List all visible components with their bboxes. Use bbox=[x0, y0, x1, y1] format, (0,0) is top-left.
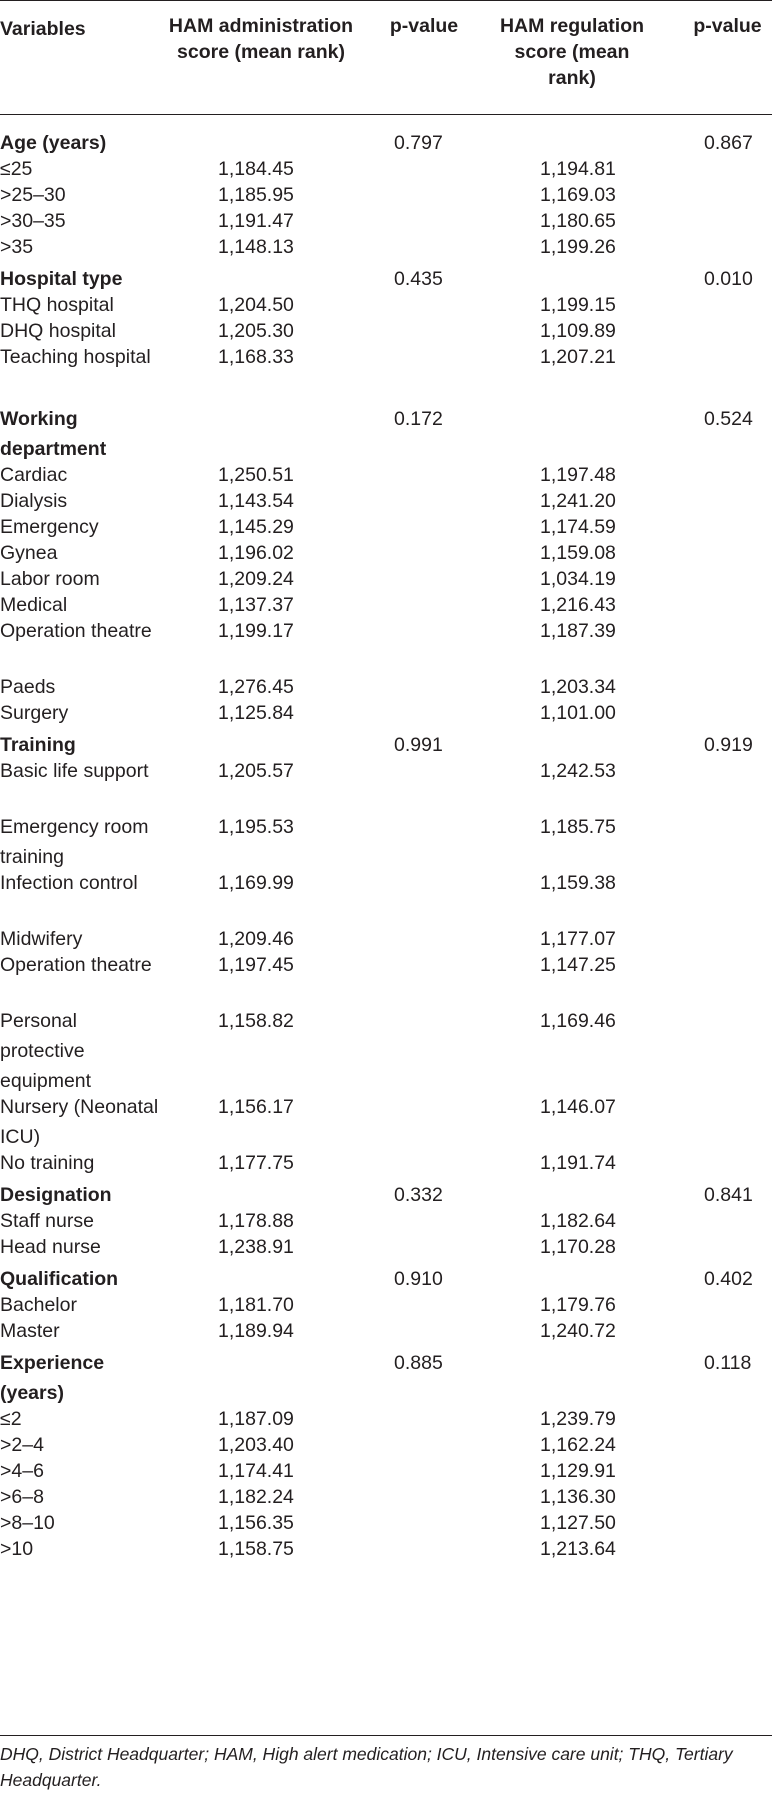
ham-admin-cell: 1,181.70 bbox=[218, 1294, 294, 1316]
variable-cell: Cardiac bbox=[0, 464, 68, 486]
ham-regulation-cell: 1,199.15 bbox=[540, 294, 616, 316]
table-row bbox=[0, 868, 772, 928]
ham-regulation-cell: 1,162.24 bbox=[540, 1434, 616, 1456]
variable-cell: Qualification bbox=[0, 1268, 119, 1290]
variable-cell: Master bbox=[0, 1320, 60, 1342]
ham-regulation-cell: 1,159.38 bbox=[540, 872, 616, 894]
ham-admin-cell: 1,156.17 bbox=[218, 1096, 294, 1118]
ham-admin-cell: 1,209.46 bbox=[218, 928, 294, 950]
ham-regulation-cell: 1,169.03 bbox=[540, 184, 616, 206]
variable-cell: >30–35 bbox=[0, 210, 66, 232]
p-value-admin-cell: 0.332 bbox=[394, 1184, 443, 1206]
table-row bbox=[0, 1006, 772, 1096]
table-row bbox=[0, 1092, 772, 1152]
p-value-reg-cell: 0.919 bbox=[704, 734, 753, 756]
variable-cell: Training bbox=[0, 734, 76, 756]
ham-regulation-cell: 1,197.48 bbox=[540, 464, 616, 486]
ham-admin-cell: 1,204.50 bbox=[218, 294, 294, 316]
variable-cell: Teaching hospital bbox=[0, 346, 151, 368]
p-value-admin-cell: 0.435 bbox=[394, 268, 443, 290]
ham-admin-cell: 1,238.91 bbox=[218, 1236, 294, 1258]
variable-cell: No training bbox=[0, 1152, 95, 1174]
ham-admin-cell: 1,158.75 bbox=[218, 1538, 294, 1560]
table-row bbox=[0, 1534, 772, 1564]
ham-regulation-cell: 1,034.19 bbox=[540, 568, 616, 590]
ham-regulation-cell: 1,179.76 bbox=[540, 1294, 616, 1316]
ham-admin-cell: 1,145.29 bbox=[218, 516, 294, 538]
variable-cell: THQ hospital bbox=[0, 294, 114, 316]
ham-admin-cell: 1,168.33 bbox=[218, 346, 294, 368]
variable-cell: Paeds bbox=[0, 676, 56, 698]
variable-cell: Medical bbox=[0, 594, 68, 616]
table-bottom-rule bbox=[0, 1735, 772, 1736]
ham-admin-cell: 1,158.82 bbox=[218, 1010, 294, 1032]
ham-regulation-cell: 1,159.08 bbox=[540, 542, 616, 564]
ham-admin-cell: 1,191.47 bbox=[218, 210, 294, 232]
p-value-reg-cell: 0.867 bbox=[704, 132, 753, 154]
ham-admin-cell: 1,156.35 bbox=[218, 1512, 294, 1534]
variable-cell: >35 bbox=[0, 236, 34, 258]
variable-cell: Hospital type bbox=[0, 268, 123, 290]
ham-admin-cell: 1,177.75 bbox=[218, 1152, 294, 1174]
p-value-admin-cell: 0.991 bbox=[394, 734, 443, 756]
ham-regulation-cell: 1,191.74 bbox=[540, 1152, 616, 1174]
p-value-admin-cell: 0.172 bbox=[394, 408, 443, 430]
p-value-admin-cell: 0.797 bbox=[394, 132, 443, 154]
ham-admin-cell: 1,209.24 bbox=[218, 568, 294, 590]
variable-cell: Basic life support bbox=[0, 760, 149, 782]
variable-cell: Age (years) bbox=[0, 132, 107, 154]
p-value-admin-cell: 0.885 bbox=[394, 1352, 443, 1374]
ham-admin-cell: 1,197.45 bbox=[218, 954, 294, 976]
ham-admin-cell: 1,187.09 bbox=[218, 1408, 294, 1430]
variable-cell: Operation theatre bbox=[0, 620, 152, 642]
ham-admin-cell: 1,169.99 bbox=[218, 872, 294, 894]
ham-admin-cell: 1,174.41 bbox=[218, 1460, 294, 1482]
ham-regulation-cell: 1,127.50 bbox=[540, 1512, 616, 1534]
variable-cell: Personal protective equipment bbox=[0, 1010, 92, 1092]
variable-cell: Staff nurse bbox=[0, 1210, 94, 1232]
ham-regulation-cell: 1,241.20 bbox=[540, 490, 616, 512]
ham-regulation-cell: 1,207.21 bbox=[540, 346, 616, 368]
variable-cell: >2–4 bbox=[0, 1434, 44, 1456]
ham-regulation-cell: 1,185.75 bbox=[540, 816, 616, 838]
ham-regulation-cell: 1,240.72 bbox=[540, 1320, 616, 1342]
variable-cell: Designation bbox=[0, 1184, 112, 1206]
ham-regulation-cell: 1,182.64 bbox=[540, 1210, 616, 1232]
ham-admin-cell: 1,205.57 bbox=[218, 760, 294, 782]
ham-regulation-cell: 1,177.07 bbox=[540, 928, 616, 950]
ham-admin-cell: 1,148.13 bbox=[218, 236, 294, 258]
table-row bbox=[0, 1232, 772, 1262]
header-bottom-rule bbox=[0, 114, 772, 115]
table-row bbox=[0, 950, 772, 1010]
header-p-value-admin: p-value bbox=[389, 15, 459, 37]
ham-admin-cell: 1,185.95 bbox=[218, 184, 294, 206]
ham-regulation-cell: 1,147.25 bbox=[540, 954, 616, 976]
ham-admin-cell: 1,143.54 bbox=[218, 490, 294, 512]
table-group-row bbox=[0, 404, 772, 464]
header-variables: Variables bbox=[0, 18, 86, 40]
variable-cell: Emergency bbox=[0, 516, 99, 538]
ham-admin-cell: 1,250.51 bbox=[218, 464, 294, 486]
ham-admin-cell: 1,276.45 bbox=[218, 676, 294, 698]
ham-regulation-cell: 1,199.26 bbox=[540, 236, 616, 258]
ham-regulation-cell: 1,136.30 bbox=[540, 1486, 616, 1508]
variable-cell: Emergency room training bbox=[0, 816, 149, 868]
table-group-row bbox=[0, 1348, 772, 1408]
variable-cell: >25–30 bbox=[0, 184, 66, 206]
variable-cell: Midwifery bbox=[0, 928, 83, 950]
ham-regulation-cell: 1,187.39 bbox=[540, 620, 616, 642]
variable-cell: Gynea bbox=[0, 542, 58, 564]
variable-cell: ≤25 bbox=[0, 158, 33, 180]
variable-cell: >8–10 bbox=[0, 1512, 55, 1534]
ham-regulation-cell: 1,180.65 bbox=[540, 210, 616, 232]
ham-admin-cell: 1,195.53 bbox=[218, 816, 294, 838]
variable-cell: Bachelor bbox=[0, 1294, 77, 1316]
table-footnote: DHQ, District Headquarter; HAM, High alert medication; ICU, Intensive care unit; THQ, Tertiary Headquarter. bbox=[0, 1744, 733, 1790]
ham-regulation-cell: 1,170.28 bbox=[540, 1236, 616, 1258]
ham-regulation-cell: 1,101.00 bbox=[540, 702, 616, 724]
variable-cell: Experience (years) bbox=[0, 1352, 105, 1404]
variable-cell: Operation theatre bbox=[0, 954, 152, 976]
variable-cell: Infection control bbox=[0, 872, 138, 894]
ham-admin-cell: 1,137.37 bbox=[218, 594, 294, 616]
ham-regulation-cell: 1,129.91 bbox=[540, 1460, 616, 1482]
ham-regulation-cell: 1,109.89 bbox=[540, 320, 616, 342]
ham-regulation-cell: 1,194.81 bbox=[540, 158, 616, 180]
ham-admin-cell: 1,189.94 bbox=[218, 1320, 294, 1342]
header-ham-regulation: HAM regulation score (mean rank) bbox=[499, 15, 645, 89]
ham-admin-cell: 1,199.17 bbox=[218, 620, 294, 642]
ham-regulation-cell: 1,174.59 bbox=[540, 516, 616, 538]
ham-admin-cell: 1,203.40 bbox=[218, 1434, 294, 1456]
ham-admin-cell: 1,205.30 bbox=[218, 320, 294, 342]
variable-cell: >4–6 bbox=[0, 1460, 44, 1482]
variable-cell: >6–8 bbox=[0, 1486, 44, 1508]
p-value-reg-cell: 0.402 bbox=[704, 1268, 753, 1290]
header-p-value-reg: p-value bbox=[693, 15, 762, 37]
table-row bbox=[0, 698, 772, 728]
ham-regulation-cell: 1,169.46 bbox=[540, 1010, 616, 1032]
variable-cell: Head nurse bbox=[0, 1236, 101, 1258]
table-row bbox=[0, 1316, 772, 1346]
p-value-reg-cell: 0.010 bbox=[704, 268, 753, 290]
ham-regulation-cell: 1,216.43 bbox=[540, 594, 616, 616]
variable-cell: Labor room bbox=[0, 568, 100, 590]
ham-admin-cell: 1,182.24 bbox=[218, 1486, 294, 1508]
ham-regulation-cell: 1,146.07 bbox=[540, 1096, 616, 1118]
ham-admin-cell: 1,184.45 bbox=[218, 158, 294, 180]
table-row bbox=[0, 342, 772, 402]
ham-admin-cell: 1,196.02 bbox=[218, 542, 294, 564]
p-value-admin-cell: 0.910 bbox=[394, 1268, 443, 1290]
ham-regulation-cell: 1,203.34 bbox=[540, 676, 616, 698]
ham-regulation-cell: 1,242.53 bbox=[540, 760, 616, 782]
header-ham-administration: HAM administration score (mean rank) bbox=[168, 15, 354, 63]
variable-cell: >10 bbox=[0, 1538, 34, 1560]
ham-regulation-cell: 1,213.64 bbox=[540, 1538, 616, 1560]
p-value-reg-cell: 0.118 bbox=[704, 1352, 752, 1374]
variable-cell: DHQ hospital bbox=[0, 320, 116, 342]
variable-cell: Nursery (Neonatal ICU) bbox=[0, 1096, 159, 1148]
variable-cell: Surgery bbox=[0, 702, 69, 724]
p-value-reg-cell: 0.524 bbox=[704, 408, 753, 430]
ham-regulation-cell: 1,239.79 bbox=[540, 1408, 616, 1430]
table-row bbox=[0, 812, 772, 872]
table-row bbox=[0, 616, 772, 676]
table-row bbox=[0, 756, 772, 816]
variable-cell: Dialysis bbox=[0, 490, 68, 512]
p-value-reg-cell: 0.841 bbox=[704, 1184, 753, 1206]
ham-admin-cell: 1,125.84 bbox=[218, 702, 294, 724]
table-top-rule bbox=[0, 0, 772, 1]
ham-admin-cell: 1,178.88 bbox=[218, 1210, 294, 1232]
variable-cell: Working department bbox=[0, 408, 107, 460]
variable-cell: ≤2 bbox=[0, 1408, 22, 1430]
table-row bbox=[0, 1148, 772, 1178]
table-row bbox=[0, 232, 772, 262]
